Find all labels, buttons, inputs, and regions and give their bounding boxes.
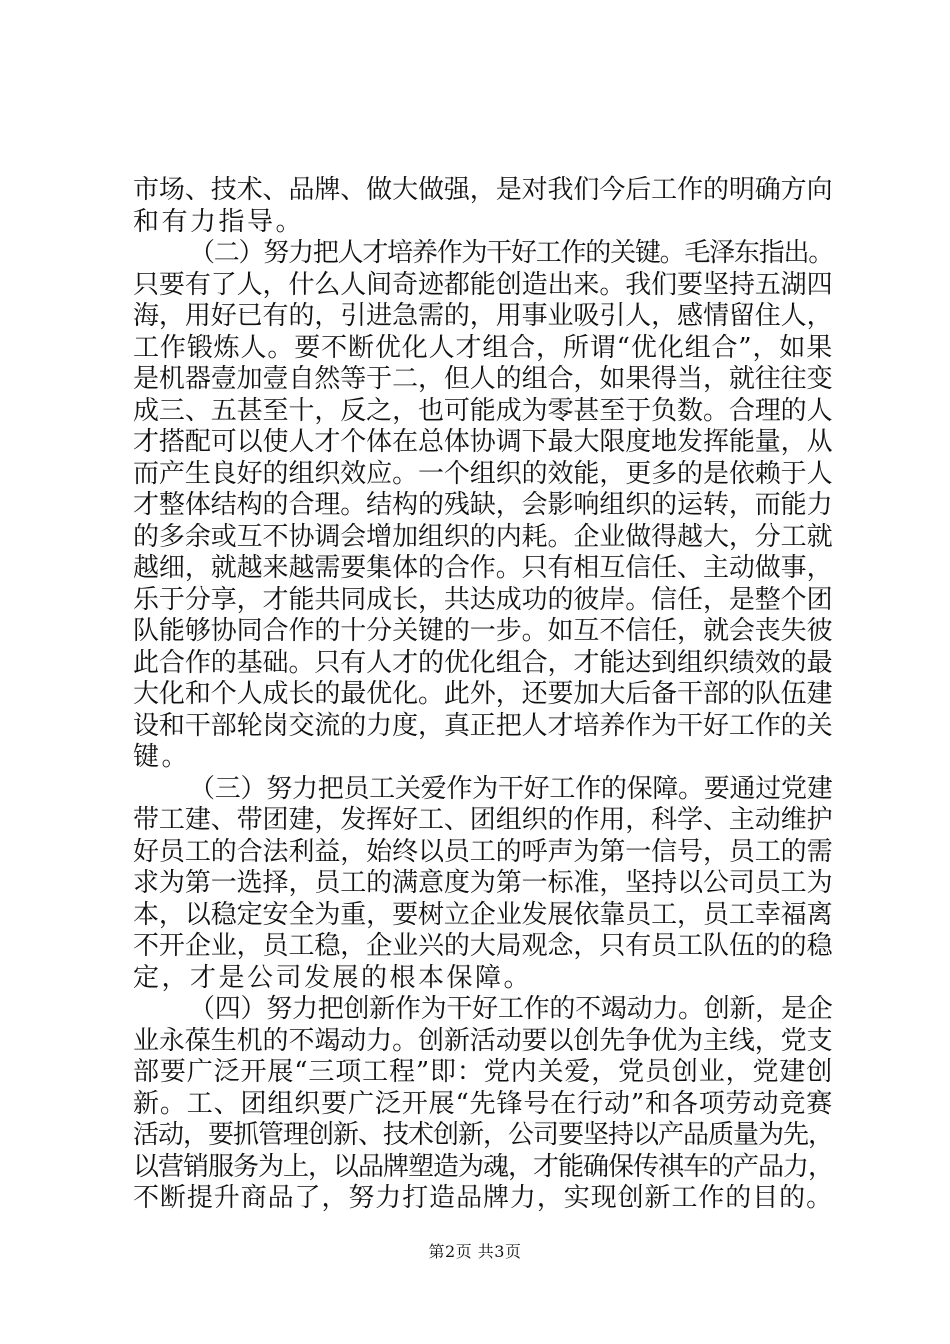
- text-line: 工作锻炼人。要不断优化人才组合，所谓“优化组合”，如果: [133, 332, 834, 363]
- text-line: 业永葆生机的不竭动力。创新活动要以创先争优为主线，党支: [133, 1025, 833, 1056]
- text-line: 本，以稳定安全为重，要树立企业发展依靠员工，员工幸福离: [133, 899, 833, 930]
- text-line: 才搭配可以使人才个体在总体协调下最大限度地发挥能量，从: [133, 427, 833, 457]
- text-line: 带工建、带团建，发挥好工、团组织的作用，科学、主动维护: [133, 805, 833, 835]
- text-line: 定，才是公司发展的根本保障。: [133, 962, 533, 993]
- text-line: 部要广泛开展“三项工程”即：党内关爱，党员创业，党建创: [133, 1057, 834, 1087]
- text-line: 以营销服务为上，以品牌塑造为魂，才能确保传祺车的产品力，: [133, 1151, 834, 1182]
- text-line: 大化和个人成长的最优化。此外，还要加大后备干部的队伍建: [133, 679, 833, 709]
- text-line: 键。: [133, 742, 191, 772]
- text-line: 此合作的基础。只有人才的优化组合，才能达到组织绩效的最: [133, 647, 833, 678]
- text-line: 队能够协同合作的十分关键的一步。如互不信任，就会丧失彼: [133, 616, 833, 646]
- text-line: 活动，要抓管理创新、技术创新，公司要坚持以产品质量为先，: [133, 1120, 834, 1150]
- text-line: 设和干部轮岗交流的力度，真正把人才培养作为干好工作的关: [133, 710, 833, 741]
- text-line: 只要有了人，什么人间奇迹都能创造出来。我们要坚持五湖四: [133, 269, 833, 300]
- text-line: 求为第一选择，员工的满意度为第一标准，坚持以公司员工为: [133, 868, 833, 898]
- text-line: 是机器壹加壹自然等于二，但人的组合，如果得当，就往往变: [133, 364, 833, 394]
- text-line: 市场、技术、品牌、做大做强，是对我们今后工作的明确方向: [133, 175, 833, 205]
- text-line: 而产生良好的组织效应。一个组织的效能，更多的是依赖于人: [133, 458, 833, 489]
- text-line: 海，用好已有的，引进急需的，用事业吸引人，感情留住人，: [133, 301, 833, 331]
- document-body: [133, 175, 833, 1215]
- text-line: 新。工、团组织要广泛开展“先锋号在行动”和各项劳动竞赛: [133, 1088, 834, 1119]
- text-line: 不开企业，员工稳，企业兴的大局观念，只有员工队伍的的稳: [133, 931, 833, 961]
- text-line: 的多余或互不协调会增加组织的内耗。企业做得越大，分工就: [133, 521, 833, 552]
- text-line: 成三、五甚至十，反之，也可能成为零甚至于负数。合理的人: [133, 395, 833, 426]
- page-footer: 第2页 共3页: [428, 1242, 522, 1261]
- paragraph-first-line: （二）努力把人才培养作为干好工作的关键。毛泽东指出。: [189, 238, 834, 268]
- text-line: 才整体结构的合理。结构的残缺，会影响组织的运转，而能力: [133, 490, 833, 520]
- paragraph-first-line: （三）努力把员工关爱作为干好工作的保障。要通过党建: [189, 773, 833, 804]
- text-line: 不断提升商品了，努力打造品牌力，实现创新工作的目的。: [133, 1183, 834, 1213]
- text-line: 越细，就越来越需要集体的合作。只有相互信任、主动做事，: [133, 553, 833, 583]
- text-line: 和有力指导。: [133, 206, 305, 237]
- paragraph-first-line: （四）努力把创新作为干好工作的不竭动力。创新，是企: [189, 994, 833, 1024]
- text-line: 好员工的合法利益，始终以员工的呼声为第一信号，员工的需: [133, 836, 833, 867]
- text-line: 乐于分享，才能共同成长，共达成功的彼岸。信任，是整个团: [133, 584, 833, 615]
